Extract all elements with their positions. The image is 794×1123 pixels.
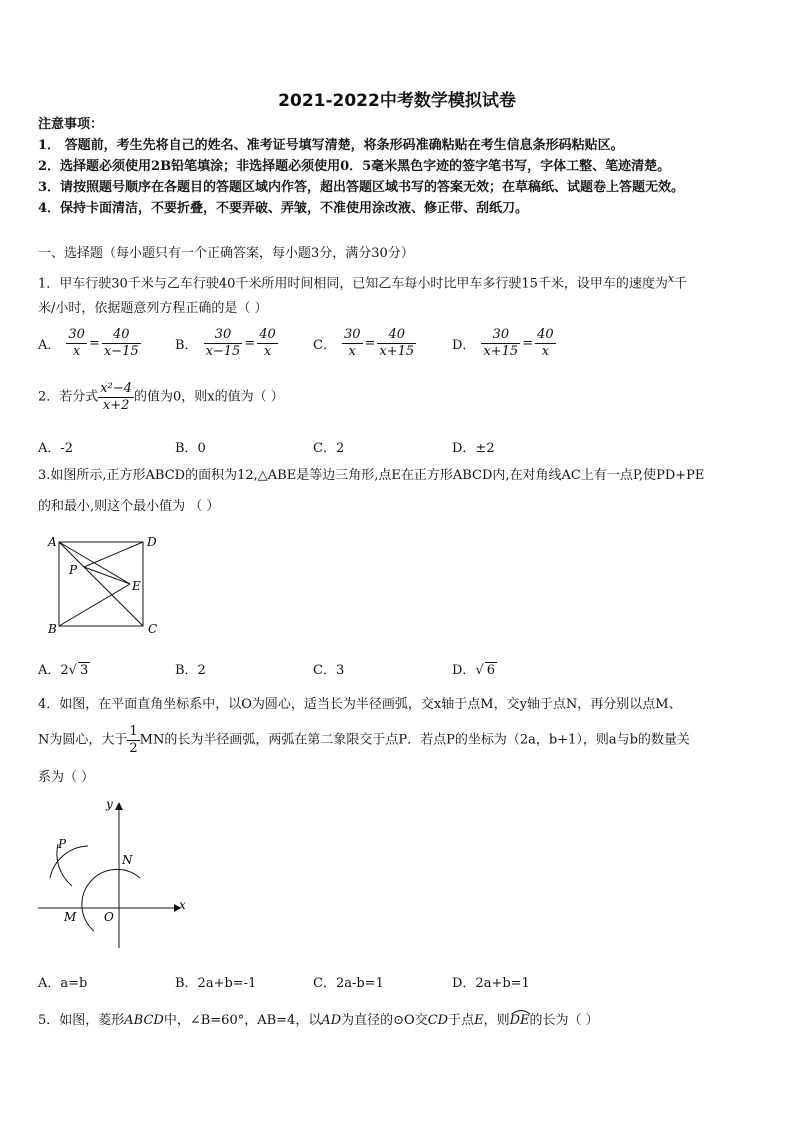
square-figure — [40, 532, 170, 637]
q4-option-b[interactable]: B．2a+b=-1 — [175, 976, 257, 991]
q3-option-b[interactable]: B．2 — [175, 663, 206, 678]
q3-option-d[interactable]: D．√ 6 — [452, 663, 496, 678]
label-c: C — [148, 622, 158, 636]
q4-option-d[interactable]: D．2a+b=1 — [452, 976, 530, 991]
label-m: M — [64, 910, 77, 924]
note-item: 3．请按照题号顺序在各题目的答题区域内作答，超出答题区域书写的答案无效；在草稿纸、试题卷上答题无效。 — [38, 180, 685, 195]
coordinate-figure — [36, 796, 186, 954]
label-o: O — [104, 910, 114, 924]
label-y: y — [106, 797, 113, 811]
question-3-line-1: 3.如图所示,正方形ABCD的面积为12,△ABE是等边三角形,点E在正方形ABCD内,在对角线AC上有一点P,使PD+PE — [38, 468, 705, 483]
section-heading: 一、选择题（每小题只有一个正确答案，每小题3分，满分30分） — [38, 246, 414, 261]
q1-option-c[interactable]: C． $\frac{30}{x}$ = $\frac{40}{x+15}$ — [313, 327, 415, 359]
question-1-line-1 — [38, 270, 687, 293]
q2-option-d[interactable]: D．±2 — [452, 441, 495, 456]
q1-var: x — [667, 272, 675, 285]
label-e: E — [132, 579, 141, 593]
q1-text: 1．甲车行驶30千米与乙车行驶40千米所用时间相同，已知乙车每小时比甲车多行驶15千米，设甲车的速度为 — [38, 276, 668, 292]
q2-option-a[interactable]: A．-2 — [38, 441, 74, 456]
label-n: N — [122, 853, 133, 867]
q1-option-a[interactable]: A． $\frac{30}{x}$ = $\frac{40}{x-15}$ — [38, 327, 139, 359]
label-d: D — [147, 535, 157, 549]
question-3-line-2: 的和最小,则这个最小值为 （ ） — [38, 499, 220, 514]
question-4-line-1: 4．如图，在平面直角坐标系中，以O为圆心，适当长为半径画弧，交x轴于点M，交y轴于点N，再分别以点M、 — [38, 697, 682, 712]
q2-option-c[interactable]: C．2 — [313, 441, 345, 456]
q3-option-a[interactable]: A．2√ 3 — [38, 663, 89, 678]
label-b: B — [48, 622, 57, 636]
note-item: 4．保持卡面清洁，不要折叠，不要弄破、弄皱，不准使用涂改液、修正带、刮纸刀。 — [38, 201, 529, 216]
label-p: P — [58, 837, 67, 851]
question-4-line-2: N为圆心，大于 $\frac{1}{2}$ MN的长为半径画弧，两弧在第二象限交于点P．若点P的坐标为（2a，b+1），则a与b的数量关 — [38, 724, 690, 756]
question-2: 2．若分式 $\frac{\text{x²−4}}{x+2}$ 的值为0，则x的值为（ ） — [38, 381, 284, 413]
label-x: x — [179, 898, 186, 912]
q4-option-a[interactable]: A．a=b — [38, 976, 88, 991]
q1-option-d[interactable]: D． $\frac{30}{x+15}$ = $\frac{40}{x}$ — [452, 327, 554, 359]
q1-text-end: 千 — [674, 276, 688, 292]
label-p: P — [69, 563, 78, 577]
q4-option-c[interactable]: C．2a-b=1 — [313, 976, 384, 991]
arc-de: DE — [510, 1012, 530, 1030]
question-5: 5．如图，菱形ABCD中，∠B=60°，AB=4，以AD为直径的⊙O交CD于点E，则 DE的长为（ ） — [38, 1012, 599, 1030]
note-item: 2．选择题必须使用2B铅笔填涂；非选择题必须使用0．5毫米黑色字迹的签字笔书写，字体工整、笔迹清楚。 — [38, 159, 671, 174]
label-a: A — [48, 535, 57, 549]
question-1-line-2: 米/小时，依据题意列方程正确的是（ ） — [38, 301, 268, 316]
page-title: 2021-2022中考数学模拟试卷 — [278, 91, 516, 111]
q1-option-b[interactable]: B． $\frac{30}{x-15}$ = $\frac{40}{x}$ — [175, 327, 276, 359]
note-item: 1． 答题前，考生先将自己的姓名、准考证号填写清楚，将条形码准确粘贴在考生信息条形码粘贴区。 — [38, 138, 624, 153]
q2-option-b[interactable]: B．0 — [175, 441, 206, 456]
question-4-line-3: 系为（ ） — [38, 770, 95, 785]
q3-option-c[interactable]: C．3 — [313, 663, 345, 678]
notes-heading: 注意事项： — [38, 117, 104, 132]
